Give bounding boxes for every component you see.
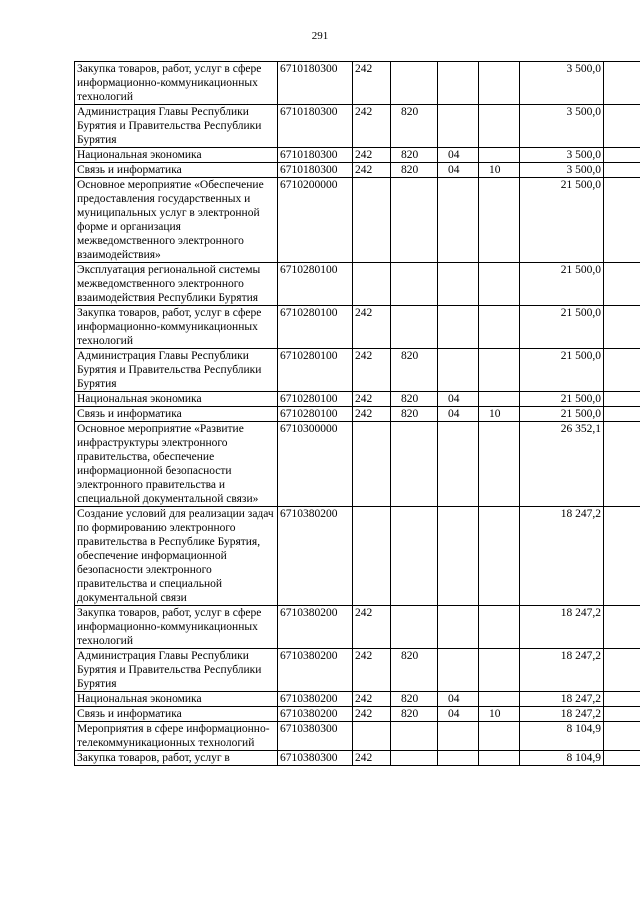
row-subsection-cell [479,507,520,606]
row-section-cell [438,62,479,105]
row-target-article-cell: 6710380200 [278,707,353,722]
row-section-cell [438,422,479,507]
row-section-cell: 04 [438,163,479,178]
row-name-cell: Закупка товаров, работ, услуг в сфере информационно-коммуникационных технологий [75,606,278,649]
row-empty-cell [604,178,640,263]
row-administrator-cell: 820 [391,148,438,163]
row-amount-cell: 18 247,2 [520,606,604,649]
row-expense-type-cell: 242 [353,606,391,649]
row-administrator-cell [391,751,438,766]
row-expense-type-cell: 242 [353,751,391,766]
row-name-cell: Связь и информатика [75,407,278,422]
row-target-article-cell: 6710380200 [278,649,353,692]
row-name-cell: Связь и информатика [75,707,278,722]
row-name-cell: Создание условий для реализации задач по формированию электронного правительства в Республике Бурятия, обеспечение информационной безопасности электронного правительства и специальной документальной связи [75,507,278,606]
row-target-article-cell: 6710280100 [278,349,353,392]
row-section-cell: 04 [438,692,479,707]
row-name-cell: Основное мероприятие «Обеспечение предоставления государственных и муниципальных услуг в электронной форме и организация межведомственного электронного взаимодействия» [75,178,278,263]
row-target-article-cell: 6710200000 [278,178,353,263]
row-expense-type-cell: 242 [353,649,391,692]
row-target-article-cell: 6710380200 [278,507,353,606]
row-administrator-cell: 820 [391,407,438,422]
row-name-cell: Закупка товаров, работ, услуг в сфере информационно-коммуникационных технологий [75,62,278,105]
table-row [75,148,640,163]
row-name-cell: Администрация Главы Республики Бурятия и Правительства Республики Бурятия [75,105,278,148]
row-subsection-cell [479,722,520,751]
row-amount-cell: 18 247,2 [520,692,604,707]
table-row [75,349,640,392]
row-amount-cell: 21 500,0 [520,263,604,306]
row-administrator-cell: 820 [391,707,438,722]
table-row [75,306,640,349]
row-empty-cell [604,606,640,649]
row-amount-cell: 8 104,9 [520,722,604,751]
row-empty-cell [604,263,640,306]
row-section-cell: 04 [438,148,479,163]
table-row [75,751,640,766]
row-expense-type-cell: 242 [353,707,391,722]
budget-table-body [75,62,640,766]
row-target-article-cell: 6710180300 [278,163,353,178]
row-empty-cell [604,751,640,766]
row-expense-type-cell: 242 [353,692,391,707]
row-section-cell [438,349,479,392]
table-row [75,392,640,407]
table-row [75,105,640,148]
row-subsection-cell [479,751,520,766]
row-administrator-cell: 820 [391,692,438,707]
page-number: 291 [311,30,329,42]
row-target-article-cell: 6710180300 [278,148,353,163]
row-empty-cell [604,649,640,692]
row-amount-cell: 21 500,0 [520,392,604,407]
row-empty-cell [604,707,640,722]
row-section-cell [438,751,479,766]
row-section-cell: 04 [438,407,479,422]
row-subsection-cell: 10 [479,407,520,422]
table-row [75,422,640,507]
row-subsection-cell [479,263,520,306]
row-section-cell [438,306,479,349]
row-name-cell: Мероприятия в сфере информационно-телекоммуникационных технологий [75,722,278,751]
row-subsection-cell [479,62,520,105]
row-section-cell: 04 [438,707,479,722]
row-name-cell: Администрация Главы Республики Бурятия и Правительства Республики Бурятия [75,349,278,392]
row-expense-type-cell: 242 [353,407,391,422]
row-amount-cell: 26 352,1 [520,422,604,507]
row-name-cell: Закупка товаров, работ, услуг в [75,751,278,766]
row-section-cell [438,722,479,751]
table-row [75,263,640,306]
row-name-cell: Основное мероприятие «Развитие инфраструктуры электронного правительства, обеспечение информационной безопасности электронного правительства и специальной документальной связи» [75,422,278,507]
row-expense-type-cell: 242 [353,392,391,407]
row-administrator-cell [391,507,438,606]
row-expense-type-cell [353,422,391,507]
row-expense-type-cell [353,722,391,751]
row-section-cell [438,507,479,606]
table-row [75,707,640,722]
row-administrator-cell: 820 [391,163,438,178]
row-amount-cell: 3 500,0 [520,105,604,148]
row-target-article-cell: 6710280100 [278,263,353,306]
row-target-article-cell: 6710380200 [278,606,353,649]
table-row [75,507,640,606]
row-administrator-cell: 820 [391,105,438,148]
row-amount-cell: 8 104,9 [520,751,604,766]
row-section-cell: 04 [438,392,479,407]
row-expense-type-cell: 242 [353,62,391,105]
row-empty-cell [604,692,640,707]
row-target-article-cell: 6710180300 [278,105,353,148]
row-target-article-cell: 6710280100 [278,306,353,349]
table-row [75,407,640,422]
row-subsection-cell [479,349,520,392]
row-section-cell [438,263,479,306]
row-administrator-cell [391,263,438,306]
row-empty-cell [604,62,640,105]
row-name-cell: Национальная экономика [75,392,278,407]
row-administrator-cell [391,178,438,263]
row-expense-type-cell: 242 [353,105,391,148]
row-administrator-cell [391,722,438,751]
row-empty-cell [604,507,640,606]
row-subsection-cell: 10 [479,163,520,178]
row-administrator-cell [391,62,438,105]
row-administrator-cell [391,306,438,349]
row-empty-cell [604,392,640,407]
row-empty-cell [604,349,640,392]
row-target-article-cell: 6710180300 [278,62,353,105]
row-section-cell [438,649,479,692]
row-expense-type-cell: 242 [353,306,391,349]
row-name-cell: Национальная экономика [75,148,278,163]
row-amount-cell: 21 500,0 [520,407,604,422]
row-section-cell [438,105,479,148]
row-subsection-cell [479,692,520,707]
row-target-article-cell: 6710380300 [278,722,353,751]
budget-table [74,61,640,766]
row-empty-cell [604,407,640,422]
table-row [75,692,640,707]
row-expense-type-cell: 242 [353,148,391,163]
row-expense-type-cell: 242 [353,349,391,392]
row-expense-type-cell: 242 [353,163,391,178]
row-name-cell: Администрация Главы Республики Бурятия и Правительства Республики Бурятия [75,649,278,692]
row-subsection-cell [479,606,520,649]
row-empty-cell [604,105,640,148]
row-subsection-cell [479,392,520,407]
row-target-article-cell: 6710300000 [278,422,353,507]
row-amount-cell: 18 247,2 [520,507,604,606]
row-subsection-cell: 10 [479,707,520,722]
row-subsection-cell [479,306,520,349]
row-expense-type-cell [353,507,391,606]
row-subsection-cell [479,422,520,507]
row-amount-cell: 3 500,0 [520,163,604,178]
table-row [75,178,640,263]
row-section-cell [438,606,479,649]
table-row [75,649,640,692]
table-row [75,722,640,751]
row-target-article-cell: 6710380200 [278,692,353,707]
row-empty-cell [604,422,640,507]
row-name-cell: Связь и информатика [75,163,278,178]
row-amount-cell: 3 500,0 [520,62,604,105]
row-subsection-cell [479,649,520,692]
row-name-cell: Эксплуатация региональной системы межведомственного электронного взаимодействия Республики Бурятия [75,263,278,306]
row-subsection-cell [479,148,520,163]
row-amount-cell: 21 500,0 [520,178,604,263]
row-subsection-cell [479,178,520,263]
row-empty-cell [604,306,640,349]
row-administrator-cell: 820 [391,649,438,692]
row-administrator-cell [391,606,438,649]
row-amount-cell: 18 247,2 [520,649,604,692]
row-expense-type-cell [353,263,391,306]
row-target-article-cell: 6710380300 [278,751,353,766]
row-amount-cell: 21 500,0 [520,349,604,392]
row-empty-cell [604,163,640,178]
row-target-article-cell: 6710280100 [278,407,353,422]
row-section-cell [438,178,479,263]
row-amount-cell: 18 247,2 [520,707,604,722]
table-row [75,163,640,178]
row-administrator-cell: 820 [391,392,438,407]
row-expense-type-cell [353,178,391,263]
row-amount-cell: 3 500,0 [520,148,604,163]
row-empty-cell [604,722,640,751]
row-name-cell: Национальная экономика [75,692,278,707]
table-row [75,62,640,105]
row-target-article-cell: 6710280100 [278,392,353,407]
table-row [75,606,640,649]
row-administrator-cell: 820 [391,349,438,392]
row-subsection-cell [479,105,520,148]
row-administrator-cell [391,422,438,507]
row-amount-cell: 21 500,0 [520,306,604,349]
row-empty-cell [604,148,640,163]
row-name-cell: Закупка товаров, работ, услуг в сфере информационно-коммуникационных технологий [75,306,278,349]
